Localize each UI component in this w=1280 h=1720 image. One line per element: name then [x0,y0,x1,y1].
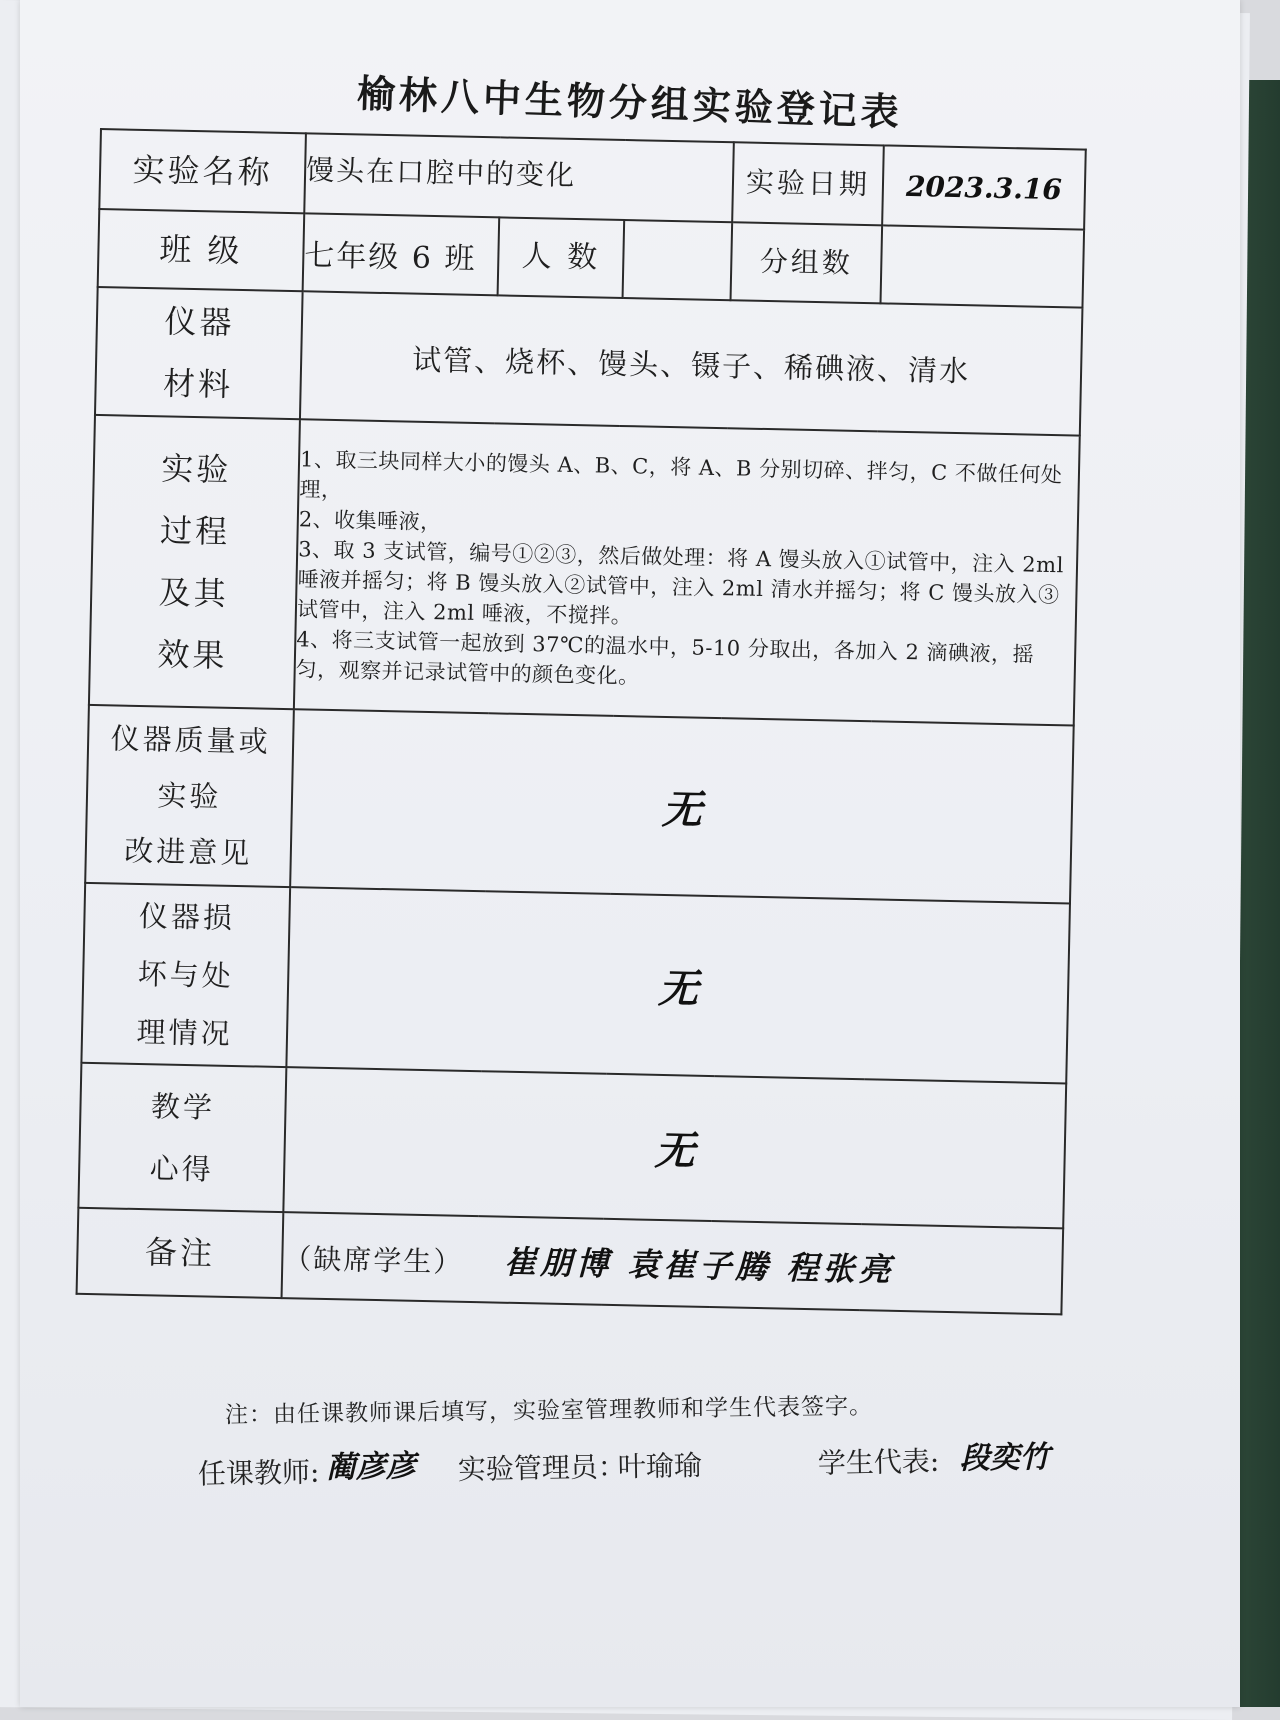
materials-label-line-2: 材料 [162,364,234,404]
process-step-2: 2、收集唾液， [298,507,442,535]
admin-name: 叶瑜瑜 [617,1448,703,1484]
materials-label-line-1: 仪器 [164,302,235,342]
quality-label [85,705,294,887]
teacher-signature: 蔺彦彦 [325,1448,417,1486]
experiment-date-label: 实验日期 [732,142,884,225]
process-steps [294,419,1080,725]
damage-label-line: 坏与处 [137,956,235,993]
process-step-4: 4、将三支试管一起放到 37℃的温水中，5-10 分取出，各加入 2 滴碘液，摇匀，观察并记录试管中的颜色变化。 [295,627,1035,689]
quality-label-line: 实验 [157,778,222,814]
experiment-date-value: 2023.3.16 [882,145,1086,229]
teaching-value: 无 [283,1067,1066,1228]
teaching-label-line: 教学 [150,1088,216,1125]
quality-label-line: 仪器质量或 [110,721,272,759]
student-rep-signature: 段奕竹 [959,1439,1051,1477]
remarks-value [282,1212,1064,1314]
teacher-label: 任课教师: [197,1455,320,1491]
class-value: 七年级 6 班 [303,213,500,295]
process-label-line: 过程 [159,511,231,551]
row-materials [95,287,1082,436]
row-process [89,415,1080,726]
materials-value: 试管、烧杯、馒头、镊子、稀碘液、清水 [300,291,1083,435]
quality-label-line: 改进意见 [123,833,253,871]
count-label: 人 数 [498,217,625,298]
groups-value [880,225,1084,307]
quality-value: 无 [290,709,1074,903]
process-label [89,415,300,709]
footer-note: 注：由任课教师课后填写，实验室管理教师和学生代表签字。 [224,1393,874,1429]
groups-label: 分组数 [731,222,883,303]
registration-form [74,128,1085,1413]
teaching-label-line: 心得 [149,1150,215,1187]
absent-students-signatures: 崔朋博 袁崔子腾 程张亮 [503,1242,895,1289]
count-value [623,220,733,300]
registration-sheet [20,0,1240,1707]
row-quality [85,705,1074,904]
teaching-label [78,1063,286,1212]
student-rep-label: 学生代表: [817,1444,940,1480]
damage-label-line: 理情况 [136,1014,233,1051]
materials-label [95,287,303,419]
form-table [76,128,1087,1315]
remarks-label: 备注 [77,1208,284,1298]
process-label-line: 实验 [160,449,232,489]
damage-value: 无 [286,887,1070,1083]
class-label: 班 级 [98,209,305,291]
damage-label [81,883,290,1067]
row-damage [81,883,1070,1084]
experiment-name-value: 馒头在口腔中的变化 [304,133,734,222]
process-step-1: 1、取三块同样大小的馒头 A、B、C，将 A、B 分别切碎、拌匀，C 不做任何处理， [299,447,1063,503]
absent-students-label: （缺席学生） [283,1242,464,1279]
experiment-name-label: 实验名称 [99,129,306,213]
process-label-line: 效果 [157,635,228,675]
admin-label: 实验管理员： [457,1450,627,1487]
damage-label-line: 仪器损 [138,898,236,935]
sheet-title: 榆林八中生物分组实验登记表 [356,71,904,135]
process-step-3: 3、取 3 支试管，编号①②③，然后做处理：将 A 馒头放入①试管中，注入 2ml 唾液并摇匀；将 B 馒头放入②试管中，注入 2ml 清水并摇匀；将 C 馒头放入③试管中，注入 2ml 唾液，不搅拌。 [296,537,1065,629]
signature-row [198,1437,1079,1512]
process-label-line: 及其 [158,573,230,613]
row-teaching [78,1063,1066,1229]
